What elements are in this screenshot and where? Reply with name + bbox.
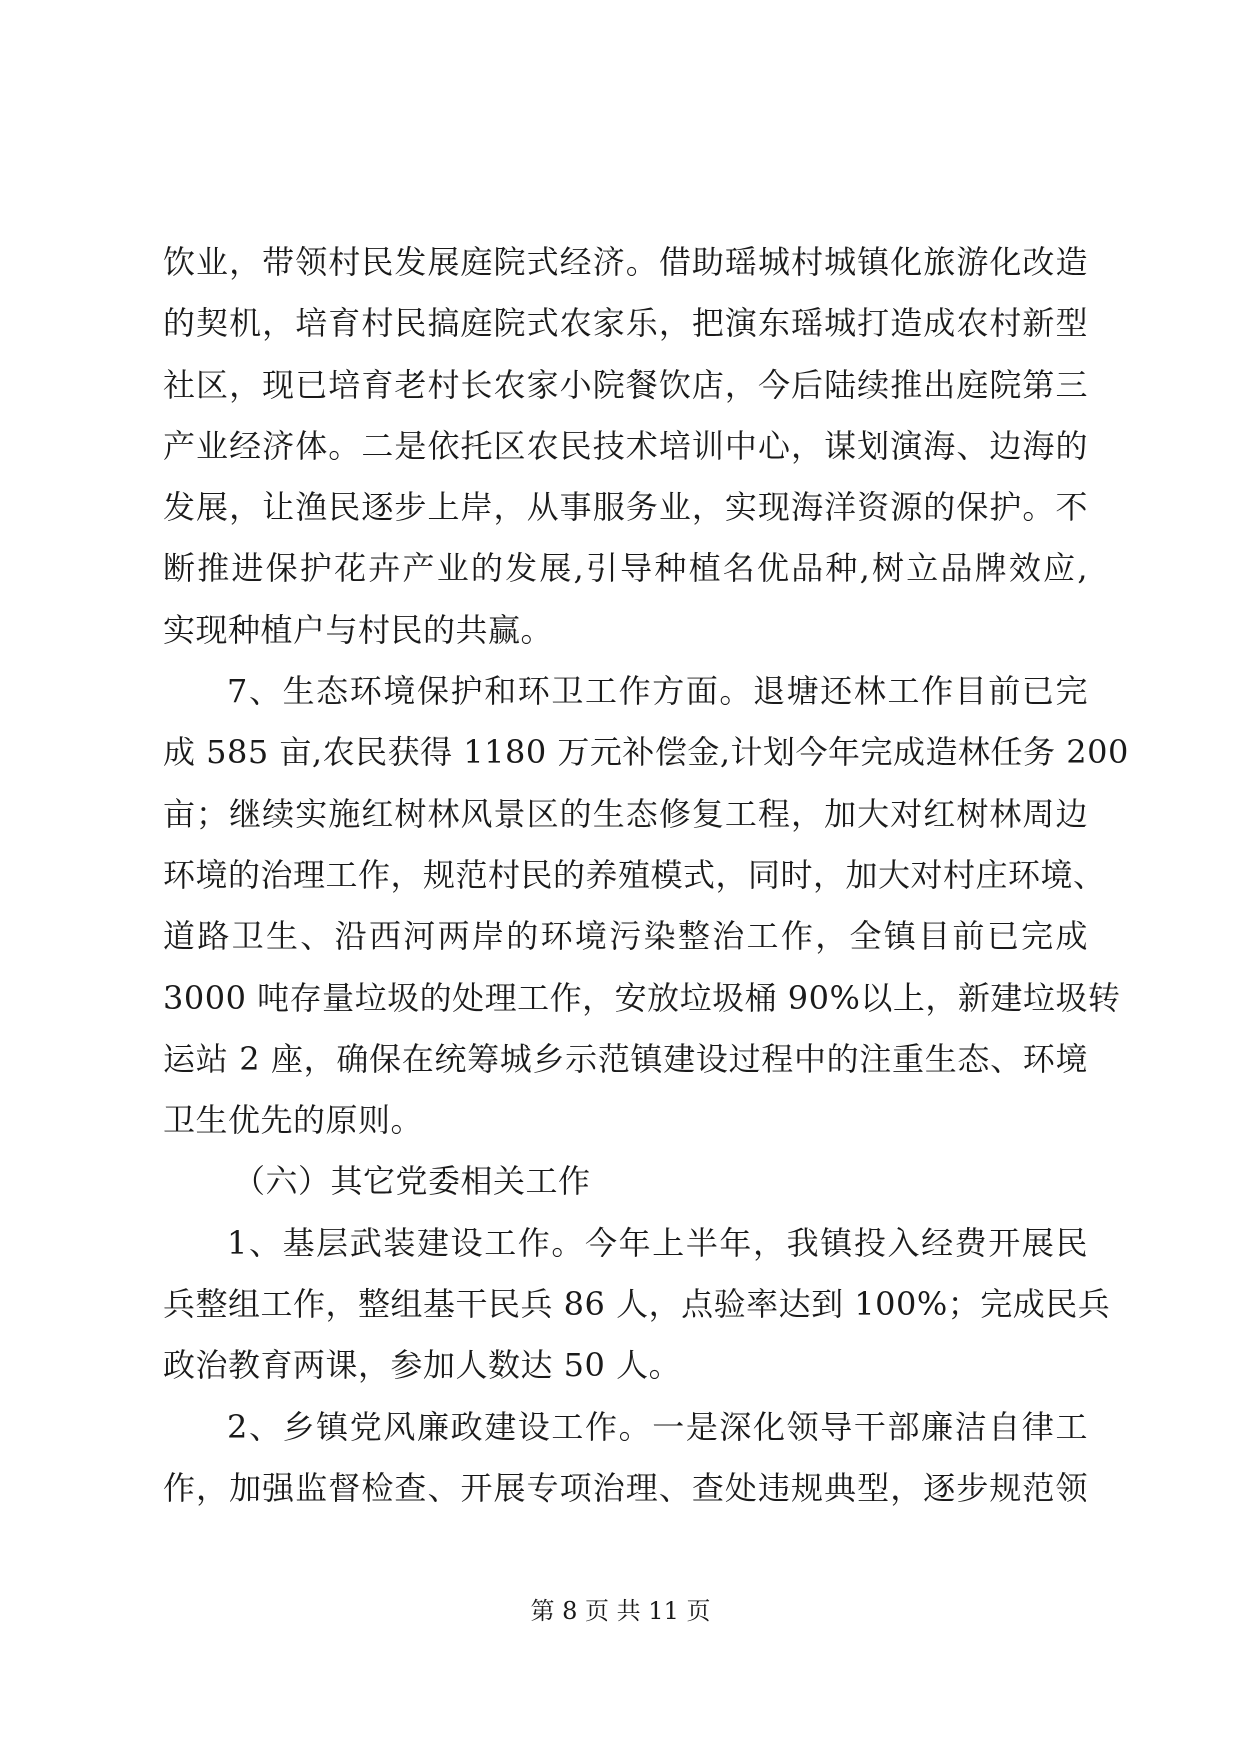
body-line: 3000 吨存量垃圾的处理工作，安放垃圾桶 90%以上，新建垃圾转 [163, 978, 1121, 1017]
page-number-footer: 第 8 页 共 11 页 [530, 1597, 711, 1625]
body-line: 7、生态环境保护和环卫工作方面。退塘还林工作目前已完 [227, 672, 1088, 711]
body-line: 卫生优先的原则。 [163, 1101, 424, 1140]
body-line: 作，加强监督检查、开展专项治理、查处违规典型，逐步规范领 [163, 1468, 1088, 1507]
body-line: 亩；继续实施红树林风景区的生态修复工程，加大对红树林周边 [163, 794, 1088, 833]
body-line: 运站 2 座，确保在统筹城乡示范镇建设过程中的注重生态、环境 [163, 1039, 1088, 1078]
body-line: 2、乡镇党风廉政建设工作。一是深化领导干部廉洁自律工 [227, 1407, 1088, 1446]
body-line: 道路卫生、沿西河两岸的环境污染整治工作，全镇目前已完成 [163, 917, 1088, 956]
body-line: 环境的治理工作，规范村民的养殖模式，同时，加大对村庄环境、 [163, 855, 1106, 894]
body-line: 断推进保护花卉产业的发展,引导种植名优品种,树立品牌效应, [163, 549, 1088, 588]
body-line: 成 585 亩,农民获得 1180 万元补偿金,计划今年完成造林任务 200 [163, 733, 1129, 772]
body-line: 饮业，带领村民发展庭院式经济。借助瑶城村城镇化旅游化改造 [163, 243, 1088, 281]
body-line: 的契机，培育村民搞庭院式农家乐，把演东瑶城打造成农村新型 [163, 304, 1088, 343]
body-line: 政治教育两课，参加人数达 50 人。 [163, 1346, 682, 1385]
document-body [163, 232, 1129, 1519]
body-line: 发展，让渔民逐步上岸，从事服务业，实现海洋资源的保护。不 [163, 488, 1088, 527]
body-line: 实现种植户与村民的共赢。 [163, 610, 554, 649]
body-line: 兵整组工作，整组基干民兵 86 人，点验率达到 100%；完成民兵 [163, 1285, 1111, 1324]
body-line: 产业经济体。二是依托区农民技术培训中心，谋划演海、边海的 [163, 426, 1088, 465]
body-line: 社区，现已培育老村长农家小院餐饮店，今后陆续推出庭院第三 [163, 365, 1088, 404]
body-line: 1、基层武装建设工作。今年上半年，我镇投入经费开展民 [227, 1223, 1088, 1262]
section-heading: （六）其它党委相关工作 [233, 1162, 591, 1201]
